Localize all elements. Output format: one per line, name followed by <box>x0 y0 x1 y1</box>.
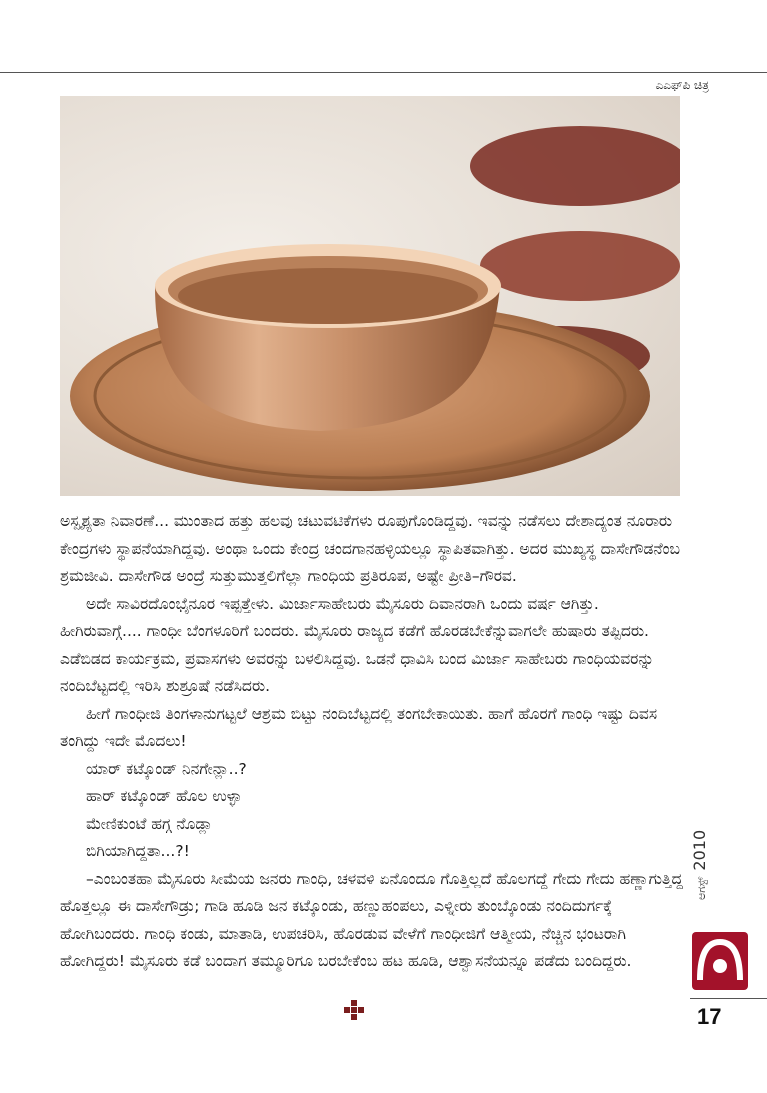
paragraph: ಅದೇ ಸಾವಿರದೊಂಭೈನೂರ ಇಪ್ಪತ್ತೇಳು. ಮಿರ್ಜಾಸಾಹೇಬರು ಮೈಸೂರು ದಿವಾನರಾಗಿ ಒಂದು ವರ್ಷ ಆಗಿತ್ತು. ಹೀಗಿರುವಾಗ್ಗೆ.... ಗಾಂಧೀ ಬೆಂಗಳೂರಿಗೆ ಬಂದರು. ಮೈಸೂರು ರಾಜ್ಯದ ಕಡೆಗೆ ಹೊರಡಬೇಕೆನ್ನುವಾಗಲೇ ಹುಷಾರು ತಪ್ಪಿದರು. ಎಡೆಬಿಡದ ಕಾರ್ಯಕ್ರಮ, ಪ್ರವಾಸಗಳು ಅವರನ್ನು ಬಳಲಿಸಿದ್ದವು. ಒಡನೆ ಧಾವಿಸಿ ಬಂದ ಮಿರ್ಜಾ ಸಾಹೇಬರು ಗಾಂಧಿಯವರನ್ನು ನಂದಿಬೆಟ್ಟದಲ್ಲಿ ಇರಿಸಿ ಶುಶ್ರೂಷೆ ನಡೆಸಿದರು. <box>60 594 655 695</box>
article-body <box>60 508 685 976</box>
issue-year: 2010 <box>690 829 709 871</box>
magazine-logo <box>690 930 750 992</box>
verse-line: ಯಾರ್ ಕಟ್ಕೊಂಡ್ ನಿನಗೇನ್ಲಾ..? <box>86 759 247 778</box>
verse-line: ಮೇಣಿಕುಂಟೆ ಹಗ್ಗ ನೊಡ್ಲಾ <box>86 814 213 833</box>
issue-month: ಆಗಸ್ಟ್ <box>695 876 708 900</box>
bowl-photo-illustration <box>60 96 680 496</box>
issue-date <box>690 830 709 900</box>
paragraph: –ಎಂಬಂತಹಾ ಮೈಸೂರು ಸೀಮೆಯ ಜನರು ಗಾಂಧಿ, ಚಳವಳಿ ಏನೊಂದೂ ಗೊತ್ತಿಲ್ಲದೆ ಹೊಲಗದ್ದೆ ಗೇದು ಗೇದು ಹಣ್ಣಾಗುತ್ತಿದ್ದ ಹೊತ್ತಲ್ಲೂ ಈ ದಾಸೇಗೌಡ್ರು; ಗಾಡಿ ಹೂಡಿ ಜನ ಕಟ್ಕೊಂಡು, ಹಣ್ಣುಹಂಪಲು, ಎಳ್ನೀರು ತುಂಬ್ಕೊಂಡು ನಂದಿದುರ್ಗಕ್ಕೆ ಹೋಗಿಬಂದರು. ಗಾಂಧಿ ಕಂಡು, ಮಾತಾಡಿ, ಉಪಚರಿಸಿ, ಹೊರಡುವ ವೇಳೆಗೆ ಗಾಂಧೀಜಿಗೆ ಆತ್ಮೀಯ, ನೆಚ್ಚಿನ ಭಂಟರಾಗಿ ಹೋಗಿದ್ದರು! ಮೈಸೂರು ಕಡೆ ಬಂದಾಗ ತಮ್ಮೂರಿಗೂ ಬರಬೇಕೆಂಬ ಹಟ ಹೂಡಿ, ಆಶ್ವಾಸನೆಯನ್ನೂ ಪಡೆದು ಬಂದಿದ್ದರು. <box>60 869 683 970</box>
photo-credit: ಎಎಫ್‌ಪಿ ಚಿತ್ರ <box>655 78 709 92</box>
article-photo <box>60 96 680 496</box>
page-number: 17 <box>697 1004 722 1029</box>
section-end-mark <box>344 1000 364 1020</box>
paragraph: ಅಸ್ಪೃಶ್ಯತಾ ನಿವಾರಣೆ... ಮುಂತಾದ ಹತ್ತು ಹಲವು ಚಟುವಟಿಕೆಗಳು ರೂಪುಗೊಂಡಿದ್ದವು. ಇವನ್ನು ನಡೆಸಲು ದೇಶಾದ್ಯಂತ ನೂರಾರು ಕೇಂದ್ರಗಳು ಸ್ಥಾಪನೆಯಾಗಿದ್ದವು. ಅಂಥಾ ಒಂದು ಕೇಂದ್ರ ಚಂದಗಾನಹಳ್ಳಿಯಲ್ಲೂ ಸ್ಥಾಪಿತವಾಗಿತ್ತು. ಅದರ ಮುಖ್ಯಸ್ಥ ದಾಸೇಗೌಡನೆಂಬ ಶ್ರಮಜೀವಿ. ದಾಸೇಗೌಡ ಅಂದ್ರೆ ಸುತ್ತುಮುತ್ತಲಿಗೆಲ್ಲಾ ಗಾಂಧಿಯ ಪ್ರತಿರೂಪ, ಅಷ್ಟೇ ಪ್ರೀತಿ–ಗೌರವ. <box>60 512 681 585</box>
page-number-rule <box>690 998 767 999</box>
paragraph: ಹೀಗೆ ಗಾಂಧೀಜಿ ತಿಂಗಳಾನುಗಟ್ಟಲೆ ಆಶ್ರಮ ಬಿಟ್ಟು ನಂದಿಬೆಟ್ಟದಲ್ಲಿ ತಂಗಬೇಕಾಯಿತು. ಹಾಗೆ ಹೊರಗೆ ಗಾಂಧಿ ಇಷ್ಟು ದಿವಸ ತಂಗಿದ್ದು ಇದೇ ಮೊದಲು! <box>60 704 658 750</box>
verse-line: ಹಾರ್ ಕಟ್ಕೊಂಡ್ ಹೊಲ ಉಳ್ಳಾ <box>86 787 242 805</box>
verse-line: ಬಿಗಿಯಾಗಿದ್ದತಾ...?! <box>86 842 190 860</box>
top-rule <box>0 72 767 73</box>
